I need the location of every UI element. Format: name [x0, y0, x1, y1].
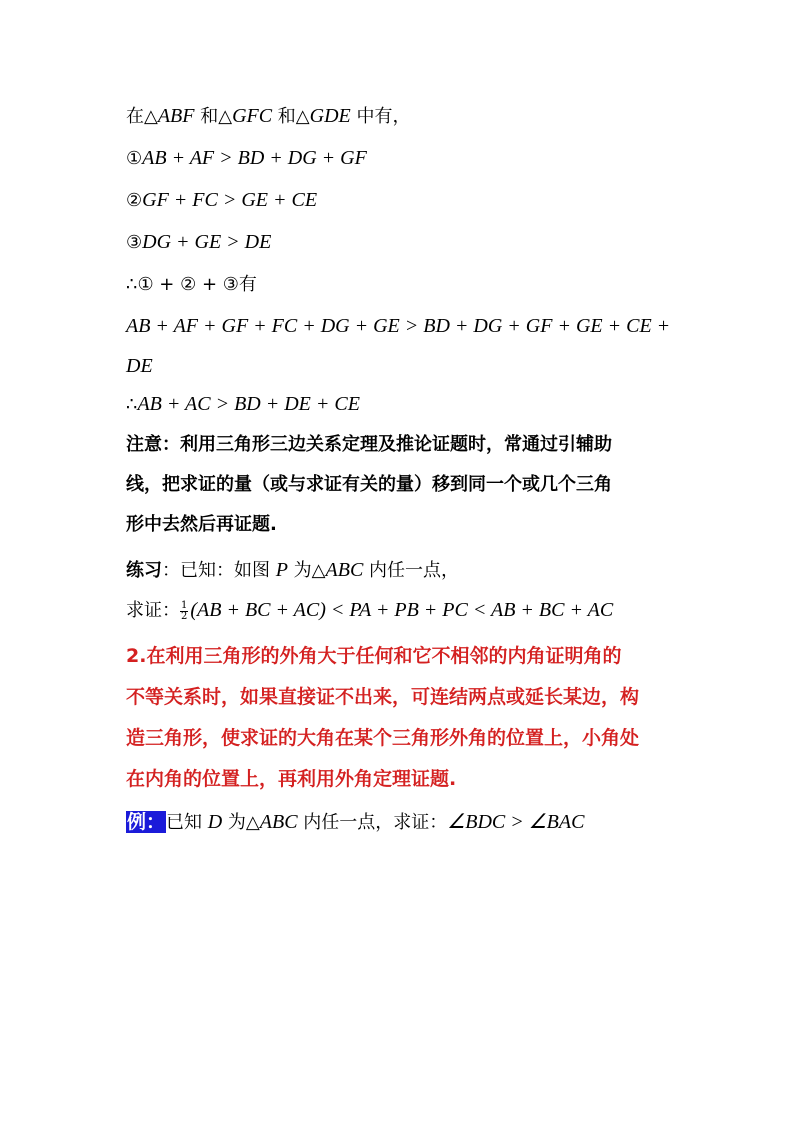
prove-expr: (AB + BC + AC) < PA + PB + PC < AB + BC + AC	[190, 599, 614, 621]
note-text-2: 线，把求证的量（或与求证有关的量）移到同一个或几个三角	[126, 474, 612, 495]
prove-label: 求证：	[126, 600, 180, 621]
long-inequality-cont-expr: DE	[126, 355, 153, 377]
example-expr: ∠BDC > ∠BAC	[447, 811, 585, 833]
note-text-1: ：利用三角形三边关系定理及推论证题时，常通过引辅助	[162, 434, 612, 455]
sum-line	[126, 272, 257, 297]
section-2-text-4: 在内角的位置上，再利用外角定理证题.	[126, 768, 457, 790]
conclusion-expr: AB + AC > BD + DE + CE	[137, 393, 360, 415]
triangles-intro-line	[126, 104, 411, 129]
inequality-2-expr: GF + FC > GE + CE	[142, 189, 318, 211]
exercise-text-c: 内任一点，	[363, 560, 460, 581]
note-text-3: 形中去然后再证题.	[126, 514, 277, 535]
inequality-1	[126, 146, 367, 171]
inequality-1-expr: AB + AF > BD + DG + GF	[142, 147, 367, 169]
circled-1: ①	[126, 148, 143, 169]
exercise-point-p: P	[275, 559, 288, 581]
example-point-d: D	[207, 811, 223, 833]
triangle-gde: GDE	[309, 105, 351, 127]
inequality-2	[126, 188, 317, 213]
long-inequality	[126, 314, 670, 338]
circled-2: ②	[126, 190, 143, 211]
note-line-2	[126, 473, 612, 497]
exercise-text-a: ：已知：如图	[162, 560, 276, 581]
example-text-a: 已知	[166, 812, 208, 833]
sum-line-text: ∴① + ② + ③有	[126, 274, 257, 295]
section-2-line-2	[126, 685, 639, 709]
section-2-text-2: 不等关系时，如果直接证不出来，可连结两点或延长某边，构	[126, 686, 640, 708]
exercise-text-b: 为△	[287, 560, 326, 581]
example-line	[126, 810, 584, 835]
intro-suffix: 中有，	[350, 106, 411, 127]
exercise-line	[126, 558, 459, 583]
inequality-3	[126, 230, 271, 255]
section-2-line-3	[126, 726, 639, 750]
triangle-abf: ABF	[157, 105, 195, 127]
long-inequality-expr: AB + AF + GF + FC + DG + GE > BD + DG + GF + GE + CE +	[126, 315, 671, 337]
fraction-numerator: 1	[181, 599, 188, 611]
exercise-label: 练习	[126, 560, 162, 581]
example-label: 例：	[127, 811, 166, 833]
intro-and-1: 和△	[194, 106, 233, 127]
note-line-3	[126, 513, 277, 537]
note-label: 注意	[126, 434, 162, 455]
section-2-line-4	[126, 767, 456, 791]
section-2-line-1	[126, 644, 621, 668]
intro-text: 在△	[126, 106, 158, 127]
example-text-c: 内任一点，求证：	[297, 812, 448, 833]
fraction-denominator: 2	[181, 610, 188, 622]
note-line-1	[126, 433, 612, 457]
one-half-fraction	[180, 601, 188, 622]
section-2-text-3: 造三角形，使求证的大角在某个三角形外角的位置上，小角处	[126, 727, 640, 749]
inequality-3-expr: DG + GE > DE	[142, 231, 272, 253]
triangle-gfc: GFC	[232, 105, 273, 127]
intro-and-2: 和△	[272, 106, 310, 127]
example-text-b: 为△	[222, 812, 260, 833]
circled-3: ③	[126, 232, 143, 253]
long-inequality-cont	[126, 354, 153, 378]
exercise-triangle: ABC	[325, 559, 364, 581]
prove-line	[126, 598, 613, 623]
therefore-symbol: ∴	[126, 394, 138, 415]
conclusion-line	[126, 392, 360, 417]
example-triangle: ABC	[259, 811, 298, 833]
section-2-text-1: 2.在利用三角形的外角大于任何和它不相邻的内角证明角的	[126, 645, 622, 667]
